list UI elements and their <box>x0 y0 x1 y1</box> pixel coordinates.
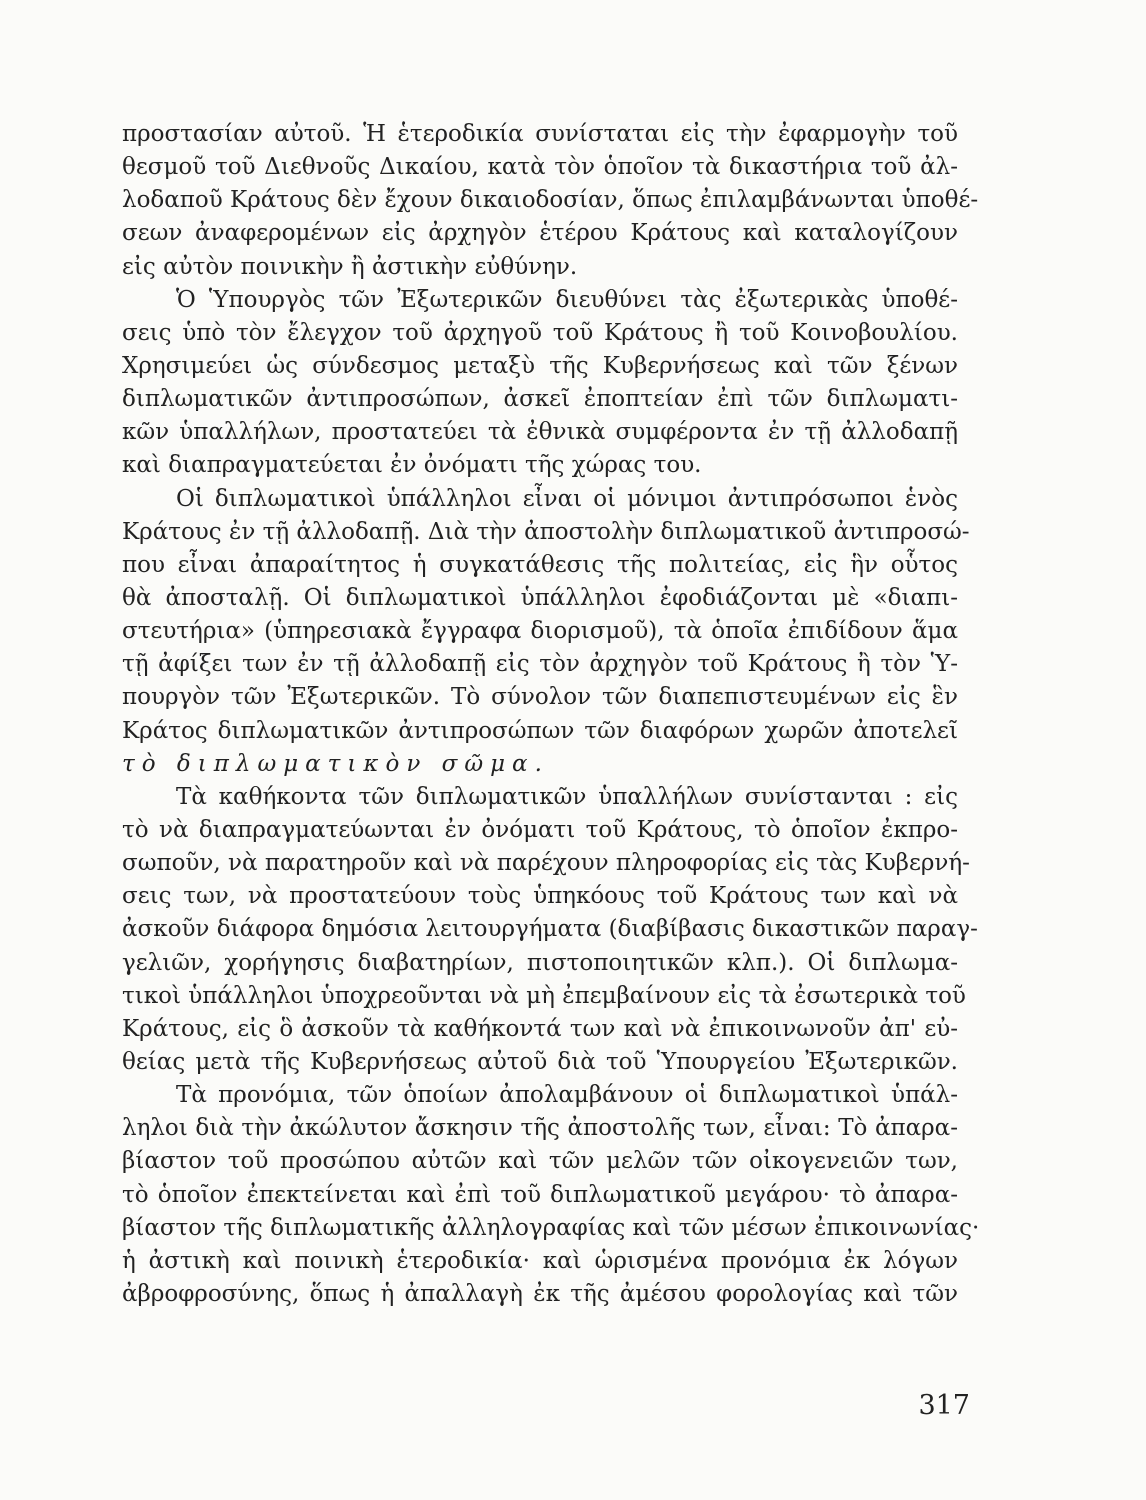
text-line: καὶ διαπραγματεύεται ἐν ὀνόματι τῆς χώρας του. <box>122 452 702 479</box>
text-line: Οἱ διπλωματικοὶ ὑπάλληλοι εἶναι οἱ μόνιμοι ἀντιπρόσωποι ἑνὸς <box>176 485 958 512</box>
text-line: Τὰ προνόμια, τῶν ὁποίων ἀπολαμβάνουν οἱ διπλωματικοὶ ὑπάλ- <box>176 1082 958 1109</box>
text-line: διπλωματικῶν ἀντιπροσώπων, ἀσκεῖ ἐποπτείαν ἐπὶ τῶν διπλωματι- <box>122 386 958 413</box>
text-line: ἀβροφροσύνης, ὅπως ἡ ἀπαλλαγὴ ἐκ τῆς ἀμέσου φορολογίας καὶ τῶν <box>122 1280 958 1307</box>
text-line: σεις των, νὰ προστατεύουν τοὺς ὑπηκόους τοῦ Κράτους των καὶ νὰ <box>122 883 958 910</box>
text-line: σωποῦν, νὰ παρατηροῦν καὶ νὰ παρέχουν πληροφορίας εἰς τὰς Κυβερνή- <box>122 850 970 877</box>
text-line: Κράτους ἐν τῇ ἀλλοδαπῇ. Διὰ τὴν ἀποστολὴν διπλωματικοῦ ἀντιπροσώ- <box>122 518 970 545</box>
text-line: Τὰ καθήκοντα τῶν διπλωματικῶν ὑπαλλήλων συνίστανται : εἰς <box>176 783 958 810</box>
text-line: ἀσκοῦν διάφορα δημόσια λειτουργήματα (διαβίβασις δικαστικῶν παραγ- <box>122 916 978 943</box>
text-line: τὸ διπλωματικὸν σῶμα. <box>122 750 549 777</box>
text-line: τὸ νὰ διαπραγματεύωνται ἐν ὀνόματι τοῦ Κράτους, τὸ ὁποῖον ἐκπρο- <box>122 816 958 843</box>
text-line: Ὁ Ὑπουργὸς τῶν Ἐξωτερικῶν διευθύνει τὰς ἐξωτερικὰς ὑποθέ- <box>176 286 958 313</box>
body-text <box>122 118 980 1311</box>
text-line: κῶν ὑπαλλήλων, προστατεύει τὰ ἐθνικὰ συμφέροντα ἐν τῇ ἀλλοδαπῇ <box>122 419 958 446</box>
text-line: προστασίαν αὐτοῦ. Ἡ ἑτεροδικία συνίσταται εἰς τὴν ἐφαρμογὴν τοῦ <box>122 121 958 147</box>
text-line: τικοὶ ὑπάλληλοι ὑποχρεοῦνται νὰ μὴ ἐπεμβαίνουν εἰς τὰ ἐσωτερικὰ τοῦ <box>122 982 966 1009</box>
text-line: τῇ ἀφίξει των ἐν τῇ ἀλλοδαπῇ εἰς τὸν ἀρχηγὸν τοῦ Κράτους ἢ τὸν Ὑ- <box>122 651 958 678</box>
text-line: θὰ ἀποσταλῇ. Οἱ διπλωματικοὶ ὑπάλληλοι ἐφοδιάζονται μὲ «διαπι- <box>122 584 958 611</box>
text-line: πουργὸν τῶν Ἐξωτερικῶν. Τὸ σύνολον τῶν διαπεπιστευμένων εἰς ἓν <box>122 684 958 711</box>
text-line: Χρησιμεύει ὡς σύνδεσμος μεταξὺ τῆς Κυβερνήσεως καὶ τῶν ξένων <box>122 352 958 379</box>
text-line: βίαστον τοῦ προσώπου αὐτῶν καὶ τῶν μελῶν τῶν οἰκογενειῶν των, <box>122 1148 958 1175</box>
page-number: 317 <box>918 1390 970 1421</box>
text-line: βίαστον τῆς διπλωματικῆς ἀλληλογραφίας καὶ τῶν μέσων ἐπικοινωνίας· <box>122 1214 980 1241</box>
text-line: θείας μετὰ τῆς Κυβερνήσεως αὐτοῦ διὰ τοῦ Ὑπουργείου Ἐξωτερικῶν. <box>122 1048 958 1075</box>
text-line: θεσμοῦ τοῦ Διεθνοῦς Δικαίου, κατὰ τὸν ὁποῖον τὰ δικαστήρια τοῦ ἀλ- <box>122 154 958 181</box>
text-line: εἰς αὐτὸν ποινικὴν ἢ ἀστικὴν εὐθύνην. <box>122 253 578 280</box>
text-line: σεις ὑπὸ τὸν ἔλεγχον τοῦ ἀρχηγοῦ τοῦ Κράτους ἢ τοῦ Κοινοβουλίου. <box>122 319 958 346</box>
text-line: Κράτους, εἰς ὃ ἀσκοῦν τὰ καθήκοντά των καὶ νὰ ἐπικοινωνοῦν ἀπ' εὐ- <box>122 1015 958 1042</box>
text-line: γελιῶν, χορήγησις διαβατηρίων, πιστοποιητικῶν κλπ.). Οἱ διπλωμα- <box>122 949 958 976</box>
text-line: λοδαποῦ Κράτους δὲν ἔχουν δικαιοδοσίαν, ὅπως ἐπιλαμβάνωνται ὑποθέ- <box>122 187 979 214</box>
text-line: που εἶναι ἀπαραίτητος ἡ συγκατάθεσις τῆς πολιτείας, εἰς ἣν οὗτος <box>122 551 958 578</box>
text-line: στευτήρια» (ὑπηρεσιακὰ ἔγγραφα διορισμοῦ), τὰ ὁποῖα ἐπιδίδουν ἅμα <box>122 618 958 645</box>
text-line: σεων ἀναφερομένων εἰς ἀρχηγὸν ἑτέρου Κράτους καὶ καταλογίζουν <box>122 220 958 247</box>
text-line: τὸ ὁποῖον ἐπεκτείνεται καὶ ἐπὶ τοῦ διπλωματικοῦ μεγάρου· τὸ ἀπαρα- <box>122 1181 958 1208</box>
text-line: ἡ ἀστικὴ καὶ ποινικὴ ἑτεροδικία· καὶ ὡρισμένα προνόμια ἐκ λόγων <box>122 1247 958 1274</box>
text-line: Κράτος διπλωματικῶν ἀντιπροσώπων τῶν διαφόρων χωρῶν ἀποτελεῖ <box>122 717 958 744</box>
text-line: ληλοι διὰ τὴν ἀκώλυτον ἄσκησιν τῆς ἀποστολῆς των, εἶναι: Τὸ ἀπαρα- <box>122 1115 958 1142</box>
